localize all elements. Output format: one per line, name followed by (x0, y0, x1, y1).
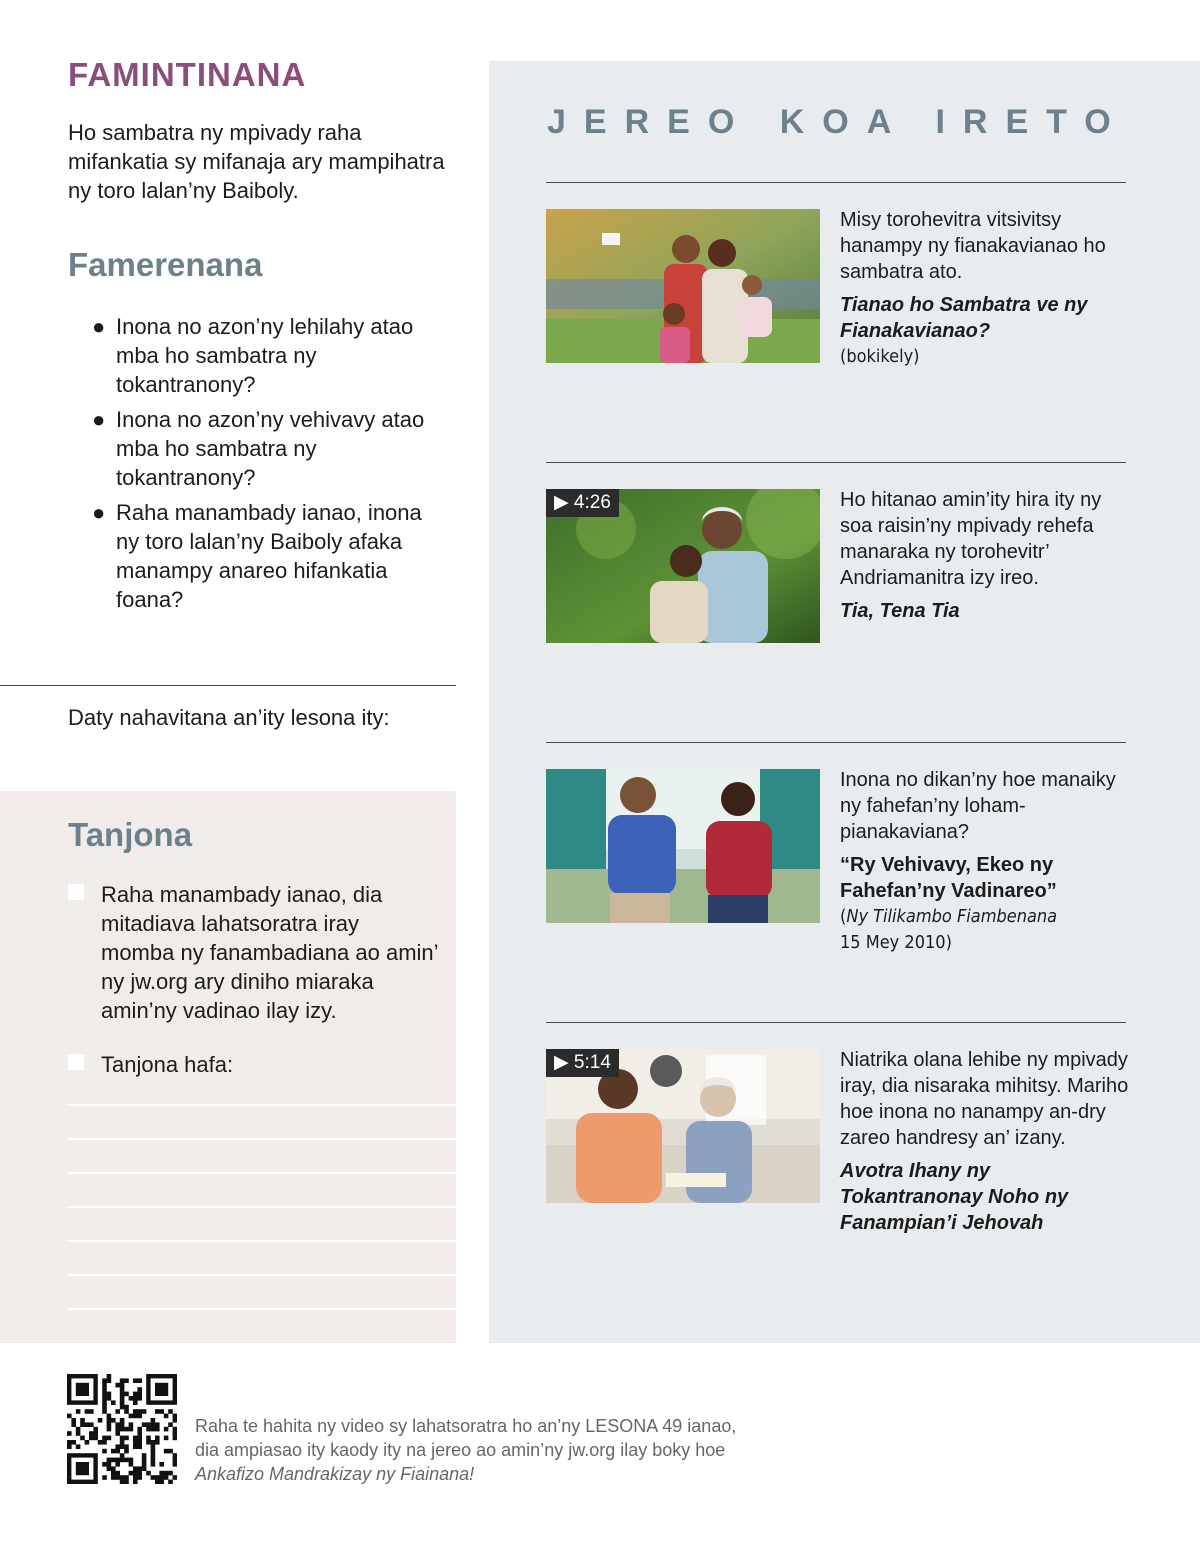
item-description: Niatrika olana lehibe ny mpivady iray, dia nisaraka mihitsy. Mariho hoe inona no nanampy an-dry zareo handresy an’ izany. (840, 1049, 1129, 1149)
divider (546, 742, 1126, 743)
write-line[interactable] (68, 1240, 456, 1242)
completion-date-label: Daty nahavitana an’ity lesona ity: (68, 705, 390, 730)
item-title-link[interactable]: “Ry Vehivavy, Ekeo ny Fahefan’ny Vadinareo” (840, 854, 1057, 902)
goal-text: Raha manambady ianao, dia mitadiava lahatsoratra iray momba ny fanambadiana ao amin’ ny jw.org ary diniho miaraka amin’ny vadinao ilay izy. (101, 882, 438, 1023)
review-question: ● Raha manambady ianao, inona ny toro lalan’ny Baiboly afaka manampy anareo hifankatia foana? (92, 500, 422, 612)
write-line[interactable] (68, 1138, 456, 1140)
play-icon: ▶ (554, 1052, 569, 1073)
duration-badge: ▶ 4:26 (546, 489, 619, 517)
footer-note: Raha te hahita ny video sy lahatsoratra ho an’ny LESONA 49 ianao, dia ampiasao ity kaody ity na jereo ao amin’ny jw.org ilay boky hoe Ankafizo Mandrakizay ny Fiainana! (195, 1416, 737, 1484)
review-question: ● Inona no azon’ny lehilahy atao mba ho sambatra ny tokantranony? (92, 314, 414, 397)
goals-panel (0, 791, 456, 1343)
see-also-item (840, 487, 1130, 631)
summary-heading: FAMINTINANA (68, 56, 307, 93)
write-line[interactable] (68, 1104, 456, 1106)
divider (546, 1022, 1126, 1023)
duration-badge: ▶ 5:14 (546, 1049, 619, 1077)
item-description: Misy torohevitra vitsivitsy hanampy ny fianakavianao ho sambatra ato. (840, 209, 1106, 283)
review-question-list (88, 312, 448, 620)
summary-text: Ho sambatra ny mpivady raha mifankatia sy mifanaja ary mampihatra ny toro lalan’ny Baiboly. (68, 120, 445, 203)
divider (0, 685, 456, 686)
item-title-link[interactable]: Tia, Tena Tia (840, 600, 960, 622)
bullet-icon: ● (92, 407, 106, 432)
goal-item (68, 880, 438, 1025)
play-icon: ▶ (554, 492, 569, 513)
item-description: Inona no dikan’ny hoe manaiky ny fahefan’ny loham-pianakaviana? (840, 769, 1116, 843)
item-note: (bokikely) (840, 346, 920, 367)
goals-heading: Tanjona (68, 816, 193, 853)
see-also-heading: JEREO KOA IRETO (547, 103, 1129, 141)
family-selfie-photo[interactable] (546, 209, 820, 363)
bullet-icon: ● (92, 500, 106, 525)
see-also-panel (489, 61, 1200, 1343)
qr-code-icon[interactable] (67, 1374, 177, 1484)
see-also-item (840, 207, 1130, 377)
write-line[interactable] (68, 1274, 456, 1276)
review-heading: Famerenana (68, 246, 263, 283)
bullet-icon: ● (92, 314, 106, 339)
divider (546, 182, 1126, 183)
video-thumbnail[interactable] (546, 1049, 820, 1203)
item-title-link[interactable]: Tianao ho Sambatra ve ny Fianakavianao? (840, 294, 1088, 342)
divider (546, 462, 1126, 463)
see-also-item (840, 1047, 1130, 1243)
checkbox-icon[interactable] (68, 1054, 84, 1070)
item-description: Ho hitanao amin’ity hira ity ny soa raisin’ny mpivady rehefa manaraka ny torohevitr’ Andriamanitra izy ireo. (840, 489, 1102, 589)
review-question: ● Inona no azon’ny vehivavy atao mba ho sambatra ny tokantranony? (92, 407, 425, 490)
couple-talking-photo[interactable] (546, 769, 820, 923)
goal-text: Tanjona hafa: (101, 1052, 234, 1077)
write-line[interactable] (68, 1308, 456, 1310)
item-title-link[interactable]: Avotra Ihany ny Tokantranonay Noho ny Fanampian’i Jehovah (840, 1160, 1069, 1234)
write-line[interactable] (68, 1206, 456, 1208)
item-source: (Ny Tilikambo Fiambenana 15 Mey 2010) (840, 906, 1058, 953)
see-also-item (840, 767, 1130, 963)
goal-item-other (68, 1050, 438, 1079)
video-thumbnail[interactable] (546, 489, 820, 643)
write-line[interactable] (68, 1172, 456, 1174)
checkbox-icon[interactable] (68, 884, 84, 900)
